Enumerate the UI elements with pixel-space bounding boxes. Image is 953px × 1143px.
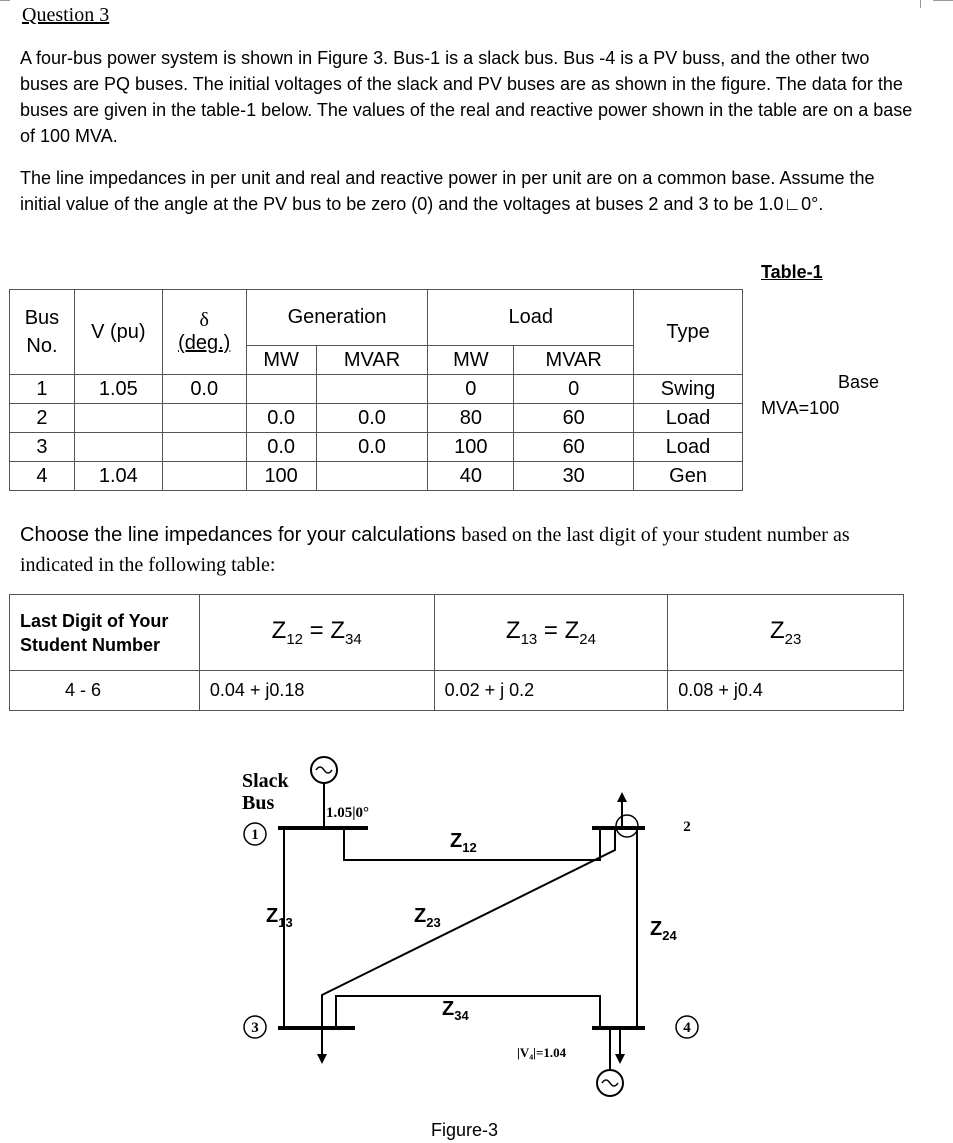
z-sub: 34 <box>345 630 362 648</box>
cell: 0.0 <box>316 433 428 462</box>
bus4-arrow-icon <box>615 1054 625 1064</box>
cell: Load <box>634 404 743 433</box>
impedance-table <box>9 594 904 711</box>
z12-value: 0.04 + j0.18 <box>199 671 434 711</box>
problem-paragraph-2: The line impedances in per unit and real and reactive power in per unit are on a common base. Assume the initial value of the angle at the PV bus to be zero (0) and the voltages at buses 2 and 3 to be 1.0∟0°. <box>20 168 875 214</box>
bus2-arrow-icon <box>617 792 627 802</box>
delta-symbol: δ <box>199 309 209 331</box>
z12-label: $Z_{12}$ <box>450 830 477 855</box>
delta-unit: (deg.) <box>178 332 231 354</box>
table-1-label: Table-1 <box>761 262 823 282</box>
z34-label: $Z_{34}$ <box>442 998 469 1023</box>
bus-3-number: 3 <box>251 1020 259 1036</box>
bus1-voltage: 1.05|0° <box>326 805 370 821</box>
bus4-voltage: |V₄|=1.04 <box>517 1045 567 1060</box>
cell <box>162 433 246 462</box>
cell <box>162 462 246 491</box>
cell: Gen <box>634 462 743 491</box>
instruction-sans-part: Choose the line impedances for your calculations <box>20 524 462 546</box>
cell: 40 <box>428 462 514 491</box>
cell: 60 <box>514 433 634 462</box>
cell: 0.0 <box>246 433 316 462</box>
generator-wave <box>602 1080 618 1086</box>
z-letter: Z <box>564 617 580 645</box>
four-bus-diagram <box>220 740 691 1120</box>
z-sub: 13 <box>520 630 538 648</box>
cell: 80 <box>428 404 514 433</box>
top-edge-line-right <box>933 0 953 1</box>
header-gen-mvar: MVAR <box>316 346 428 375</box>
cell <box>162 404 246 433</box>
z-letter: Z <box>769 617 785 645</box>
bus-4-number: 4 <box>683 1020 691 1036</box>
cell: Load <box>634 433 743 462</box>
bus-2-number: 2 <box>683 819 691 835</box>
slack-label: Slack <box>242 770 289 792</box>
table-row <box>10 462 743 491</box>
bus-1-number: 1 <box>251 827 259 843</box>
cell: 1.05 <box>74 375 162 404</box>
header-load-mvar: MVAR <box>514 346 634 375</box>
base-line-1: Base <box>837 372 879 392</box>
z-sub: 23 <box>784 630 802 648</box>
header-load: Load <box>428 290 634 346</box>
z13-z24-header <box>434 595 668 671</box>
z23-label: $Z_{23}$ <box>414 905 441 930</box>
cell <box>246 375 316 404</box>
table-row <box>10 404 743 433</box>
z-letter: Z <box>330 617 346 645</box>
table-row <box>10 375 743 404</box>
cell: 60 <box>514 404 634 433</box>
line-z23 <box>322 828 615 1028</box>
z23-header <box>668 595 904 671</box>
cell: 1 <box>10 375 75 404</box>
cell: 0.0 <box>316 404 428 433</box>
bus3-arrow-icon <box>317 1054 327 1064</box>
digit-header: Last Digit of Your Student Number <box>10 595 200 671</box>
cell <box>316 375 428 404</box>
z-letter: Z <box>271 617 287 645</box>
cell: 0.0 <box>246 404 316 433</box>
z-sub: 24 <box>579 630 596 648</box>
z13-label: $Z_{13}$ <box>266 905 293 930</box>
header-gen-mw: MW <box>246 346 316 375</box>
base-mva-note <box>761 369 879 421</box>
header-generation: Generation <box>246 290 428 346</box>
z23-value: 0.08 + j0.4 <box>668 671 904 711</box>
cell: 2 <box>10 404 75 433</box>
top-edge-line <box>0 0 10 1</box>
base-line-2: MVA=100 <box>761 398 840 418</box>
bus-data-table <box>9 289 743 491</box>
cell <box>74 433 162 462</box>
header-load-mw: MW <box>428 346 514 375</box>
digit-range: 4 - 6 <box>10 671 200 711</box>
cell <box>316 462 428 491</box>
cell: 0.0 <box>162 375 246 404</box>
cell <box>74 404 162 433</box>
problem-paragraph-1: A four-bus power system is shown in Figure 3. Bus-1 is a slack bus. Bus -4 is a PV buss, and the other two buses are PQ buses. The initial voltages of the slack and PV buses are as shown in the figure. The data for the buses are given in the table-1 below. The values of the real and reactive power shown in the table are on a base of 100 MVA. <box>20 48 913 146</box>
header-bus: Bus No. <box>10 290 75 375</box>
equals: = <box>537 617 565 645</box>
table-row <box>10 433 743 462</box>
cell: 1.04 <box>74 462 162 491</box>
cell: 0 <box>428 375 514 404</box>
z12-z34-header <box>199 595 434 671</box>
header-type: Type <box>634 290 743 375</box>
header-v: V (pu) <box>74 290 162 375</box>
cell: 100 <box>428 433 514 462</box>
cell: 3 <box>10 433 75 462</box>
z13-value: 0.02 + j 0.2 <box>434 671 668 711</box>
generator-wave <box>316 767 332 773</box>
cell: 100 <box>246 462 316 491</box>
bus-label: Bus <box>242 792 275 814</box>
z24-label: $Z_{24}$ <box>650 918 677 943</box>
equals: = <box>303 617 331 645</box>
header-delta <box>162 290 246 375</box>
cell: 0 <box>514 375 634 404</box>
edge-mark <box>920 0 921 8</box>
figure-caption: Figure-3 <box>431 1120 499 1140</box>
instruction-serif-part: based on the last digit of your student number as indicated in the following table: <box>20 524 850 576</box>
z-letter: Z <box>505 617 521 645</box>
question-title: Question 3 <box>22 4 110 26</box>
cell: 30 <box>514 462 634 491</box>
z-sub: 12 <box>286 630 304 648</box>
cell: Swing <box>634 375 743 404</box>
impedance-instruction <box>20 520 920 580</box>
cell: 4 <box>10 462 75 491</box>
